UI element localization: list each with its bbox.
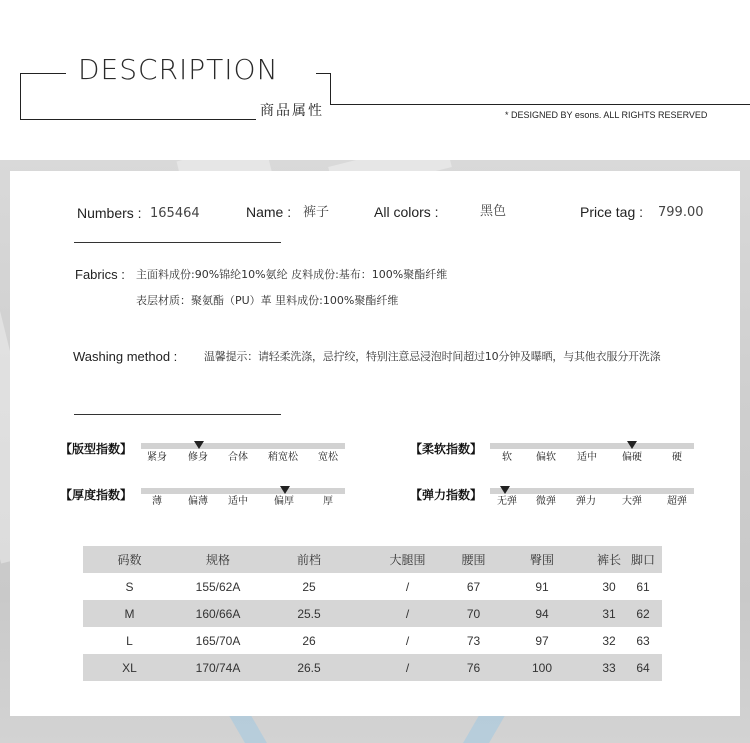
- fit-option: 宽松: [318, 452, 338, 463]
- column-header: 臀围: [490, 546, 594, 573]
- table-cell: /: [358, 573, 457, 600]
- size-table-header: [83, 546, 662, 573]
- fit-option: 合体: [228, 452, 248, 463]
- softness-option: 偏软: [536, 452, 556, 463]
- softness-option: 适中: [577, 452, 597, 463]
- colors-label: All colors :: [374, 204, 439, 220]
- table-cell: 67: [457, 573, 490, 600]
- table-row: [83, 600, 662, 627]
- table-cell: /: [358, 627, 457, 654]
- washing-divider: [74, 414, 281, 415]
- header-bracket-left: [20, 73, 21, 120]
- table-cell: 30: [594, 573, 624, 600]
- elasticity-index-title: 【弹力指数】: [410, 488, 483, 502]
- numbers-value: 165464: [150, 206, 200, 221]
- column-header: 脚口: [624, 546, 662, 573]
- fit-index-title: 【版型指数】: [60, 442, 133, 456]
- table-cell: 155/62A: [176, 573, 260, 600]
- table-cell: 63: [624, 627, 662, 654]
- elasticity-index-track: [490, 488, 694, 494]
- table-cell: 26.5: [260, 654, 358, 681]
- elasticity-option: 无弹: [497, 496, 517, 507]
- price-value: 799.00: [658, 205, 704, 220]
- backdrop-blue-streak: [461, 716, 504, 743]
- fit-option: 紧身: [147, 452, 167, 463]
- name-value: 裤子: [303, 205, 330, 220]
- fabrics-line-2: 表层材质：聚氨酯（PU）革 里料成份:100%聚酯纤维: [136, 294, 399, 307]
- info-divider: [74, 242, 281, 243]
- column-header: 裤长: [594, 546, 624, 573]
- thickness-index-title: 【厚度指数】: [60, 488, 133, 502]
- table-row: [83, 573, 662, 600]
- table-cell: 31: [594, 600, 624, 627]
- fit-index-marker: [194, 441, 204, 449]
- table-cell: L: [83, 627, 176, 654]
- thickness-option: 适中: [228, 496, 248, 507]
- thickness-option: 偏厚: [274, 496, 294, 507]
- table-cell: 32: [594, 627, 624, 654]
- table-cell: 165/70A: [176, 627, 260, 654]
- thickness-option: 薄: [152, 496, 162, 507]
- description-header: [0, 0, 750, 160]
- table-cell: 25: [260, 573, 358, 600]
- softness-option: 偏硬: [622, 452, 642, 463]
- table-cell: 170/74A: [176, 654, 260, 681]
- header-bracket-top-left: [20, 73, 66, 74]
- table-cell: 91: [490, 573, 594, 600]
- column-header: 规格: [176, 546, 260, 573]
- washing-label: Washing method :: [73, 349, 178, 364]
- table-cell: 25.5: [260, 600, 358, 627]
- rights-notice: * DESIGNED BY esons. ALL RIGHTS RESERVED: [505, 110, 708, 120]
- table-row: [83, 654, 662, 681]
- table-cell: S: [83, 573, 176, 600]
- table-cell: 62: [624, 600, 662, 627]
- column-header: 码数: [83, 546, 176, 573]
- column-header: 前档: [260, 546, 358, 573]
- table-cell: 100: [490, 654, 594, 681]
- fit-option: 修身: [188, 452, 208, 463]
- table-cell: /: [358, 654, 457, 681]
- elasticity-option: 超弹: [667, 496, 687, 507]
- thickness-index-marker: [280, 486, 290, 494]
- column-header: 大腿围: [358, 546, 457, 573]
- table-cell: 76: [457, 654, 490, 681]
- table-cell: 26: [260, 627, 358, 654]
- elasticity-option: 弹力: [576, 496, 596, 507]
- softness-index-title: 【柔软指数】: [410, 442, 483, 456]
- fit-index-track: [141, 443, 345, 449]
- header-bracket-bottom: [20, 119, 256, 120]
- table-row: [83, 627, 662, 654]
- size-table: [83, 546, 662, 681]
- softness-option: 软: [502, 452, 512, 463]
- fabrics-line-1: 主面料成份:90%锦纶10%氨纶 皮料成份:基布：100%聚酯纤维: [136, 268, 448, 281]
- table-cell: M: [83, 600, 176, 627]
- backdrop-blue-streak: [229, 716, 268, 743]
- table-cell: 64: [624, 654, 662, 681]
- softness-index-marker: [627, 441, 637, 449]
- table-cell: XL: [83, 654, 176, 681]
- table-cell: 94: [490, 600, 594, 627]
- softness-option: 硬: [672, 452, 682, 463]
- thickness-option: 厚: [323, 496, 333, 507]
- table-cell: 160/66A: [176, 600, 260, 627]
- thickness-index-track: [141, 488, 345, 494]
- table-cell: 73: [457, 627, 490, 654]
- table-cell: 33: [594, 654, 624, 681]
- elasticity-index-marker: [500, 486, 510, 494]
- washing-value: 温馨提示：请轻柔洗涤，忌拧绞，特别注意忌浸泡时间超过10分钟及曝晒，与其他衣服分开洗涤: [204, 350, 661, 363]
- elasticity-option: 大弹: [622, 496, 642, 507]
- header-rule-right: [330, 104, 750, 105]
- fit-option: 稍宽松: [268, 452, 298, 463]
- table-cell: 70: [457, 600, 490, 627]
- name-label: Name :: [246, 204, 292, 220]
- thickness-option: 偏薄: [188, 496, 208, 507]
- page-subtitle: 商品属性: [260, 103, 324, 119]
- header-bracket-top-right: [316, 73, 330, 74]
- table-cell: /: [358, 600, 457, 627]
- table-cell: 97: [490, 627, 594, 654]
- elasticity-option: 微弹: [536, 496, 556, 507]
- header-bracket-right: [330, 73, 331, 105]
- price-label: Price tag :: [580, 204, 644, 220]
- table-cell: 61: [624, 573, 662, 600]
- fabrics-label: Fabrics :: [75, 267, 125, 282]
- page-title: DESCRIPTION: [78, 53, 279, 86]
- column-header: 腰围: [457, 546, 490, 573]
- softness-index-track: [490, 443, 694, 449]
- colors-value: 黑色: [480, 204, 507, 219]
- numbers-label: Numbers :: [77, 205, 142, 221]
